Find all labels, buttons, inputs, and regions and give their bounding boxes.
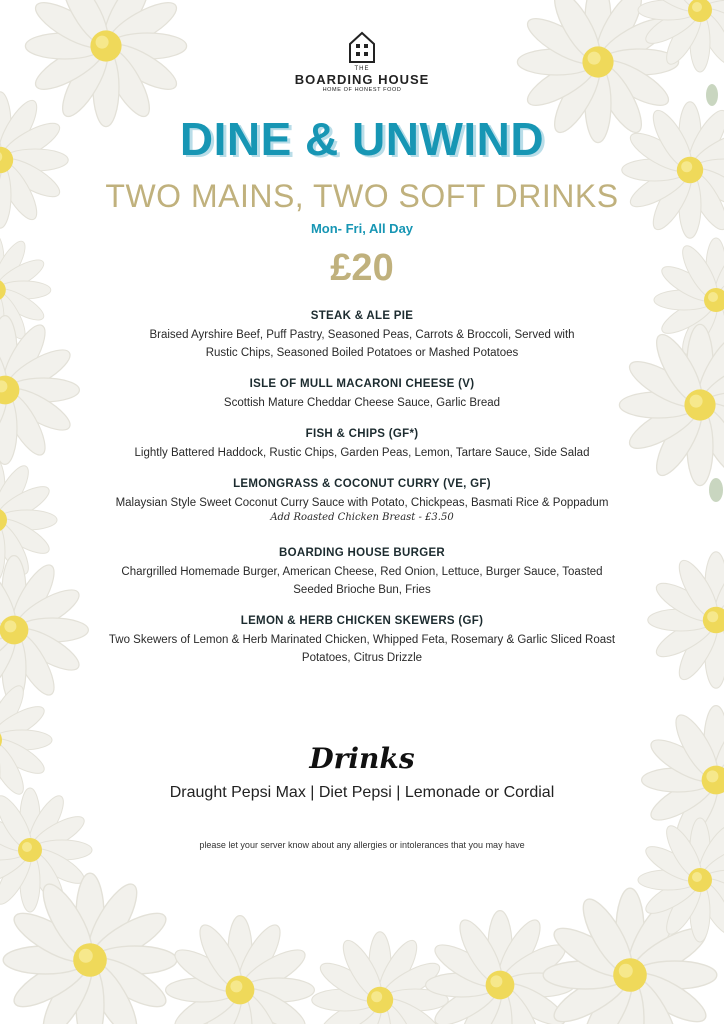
menu-item-description: Scottish Mature Cheddar Cheese Sauce, Garlic Bread [223,397,501,409]
house-icon [347,30,377,64]
menu-item-addon: Add Roasted Chicken Breast - £3.50 [270,512,454,523]
allergy-notice: please let your server know about any allergies or intolerances that you may have [199,840,525,850]
brand-tagline: HOME OF HONEST FOOD [322,87,402,93]
brand-the: THE [354,66,370,72]
menu-item-description: Potatoes, Citrus Drizzle [301,652,423,664]
menu-item [80,428,644,462]
menu-item [80,378,644,412]
subheadline: TWO MAINS, TWO SOFT DRINKS [105,178,619,214]
menu-item-name: STEAK & ALE PIE [310,310,414,322]
menu-item [80,547,644,599]
menu-item-description: Lightly Battered Haddock, Rustic Chips, Garden Peas, Lemon, Tartare Sauce, Side Salad [134,447,590,459]
menu-item-name: ISLE OF MULL MACARONI CHEESE (V) [249,378,475,390]
menu-item-description: Seeded Brioche Bun, Fries [293,584,431,596]
brand-logo [0,30,724,93]
menu-item-description: Chargrilled Homemade Burger, American Cheese, Red Onion, Lettuce, Burger Sauce, Toasted [121,566,603,578]
menu-item-name: BOARDING HOUSE BURGER [278,547,446,559]
menu-item-name: FISH & CHIPS (GF*) [305,428,419,440]
menu-item-name: LEMON & HERB CHICKEN SKEWERS (GF) [240,615,484,627]
availability: Mon- Fri, All Day [310,221,414,236]
menu-item [80,478,644,523]
menu-item-description: Braised Ayrshire Beef, Puff Pastry, Seasoned Peas, Carrots & Broccoli, Served with [149,329,575,341]
menu-list [80,310,644,683]
drinks-title: Drinks [309,742,415,775]
menu-item-description: Malaysian Style Sweet Coconut Curry Sauce with Potato, Chickpeas, Basmati Rice & Poppadum [115,497,609,509]
menu-item-description: Two Skewers of Lemon & Herb Marinated Chicken, Whipped Feta, Rosemary & Garlic Sliced Roast [108,634,616,646]
menu-item [80,310,644,362]
headline: DINE & UNWIND [179,113,545,165]
menu-item [80,615,644,667]
brand-name: BOARDING HOUSE [294,72,430,87]
drinks-list: Draught Pepsi Max | Diet Pepsi | Lemonade or Cordial [169,784,555,801]
menu-item-description: Rustic Chips, Seasoned Boiled Potatoes or Mashed Potatoes [205,347,519,359]
menu-item-name: LEMONGRASS & COCONUT CURRY (VE, GF) [233,478,491,490]
price: £20 [330,247,394,289]
